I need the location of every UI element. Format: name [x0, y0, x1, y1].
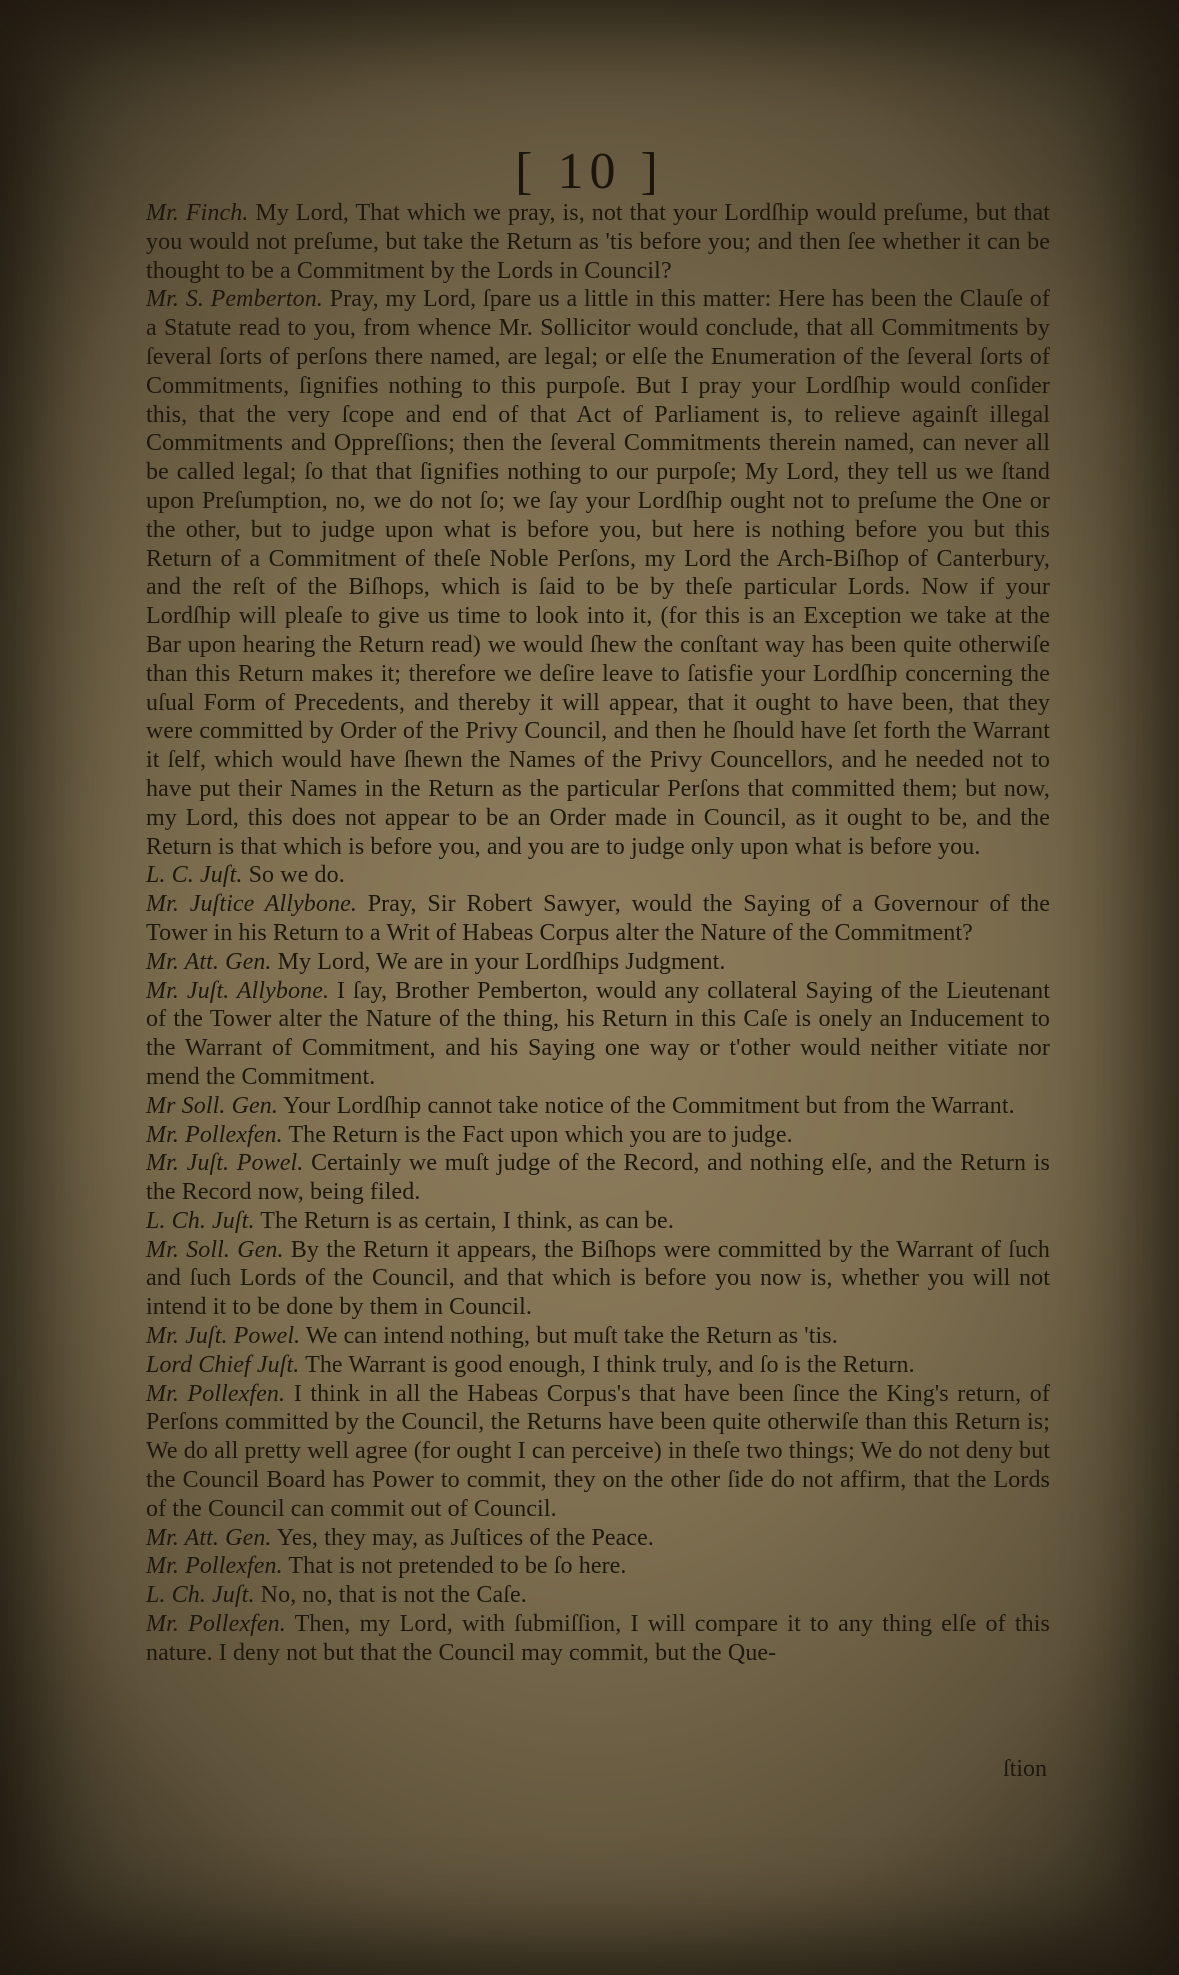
- speaker-name: Mr. Juſt. Allybone.: [146, 977, 330, 1004]
- paragraph: [146, 1581, 1050, 1610]
- paragraph: [146, 199, 1050, 285]
- paragraph: [146, 1610, 1050, 1668]
- speech-text: My Lord, That which we pray, is, not that your Lordſhip would preſume, but that you would not preſume, but take the Return as 'tis before you; and then ſee whether it can be thought to be a Commitment by the Lords in Council?: [146, 200, 1050, 284]
- speech-text: Yes, they may, as Juſtices of the Peace.: [276, 1524, 655, 1551]
- speech-text: No, no, that is not the Caſe.: [260, 1582, 527, 1609]
- paragraph: [146, 1149, 1050, 1207]
- paragraph: [146, 285, 1050, 861]
- speech-text: So we do.: [248, 862, 345, 889]
- body-text: [146, 199, 1050, 1668]
- speaker-name: Mr. Pollexfen.: [146, 1611, 286, 1638]
- page-number: [ 10 ]: [515, 143, 664, 200]
- paragraph: [146, 861, 1050, 890]
- paragraph: [146, 1380, 1050, 1524]
- speech-text: Certainly we muſt judge of the Record, and nothing elſe, and the Return is the Record now, being filed.: [146, 1150, 1050, 1206]
- speech-text: The Warrant is good enough, I think truly, and ſo is the Return.: [305, 1351, 915, 1378]
- speech-text: I ſay, Brother Pemberton, would any collateral Saying of the Lieutenant of the Tower alter the Nature of the thing, his Return in this Caſe is onely an Inducement to the Warrant of Commitment, and his Saying one way or t'other would neither vitiate nor mend the Commitment.: [146, 977, 1050, 1090]
- speaker-name: Mr. Pollexfen.: [146, 1380, 286, 1407]
- paragraph: [146, 1092, 1050, 1121]
- speech-text: That is not pretended to be ſo here.: [288, 1553, 627, 1580]
- speech-text: Then, my Lord, with ſubmiſſion, I will compare it to any thing elſe of this nature. I deny not but that the Council may commit, but the Que-: [146, 1611, 1050, 1666]
- speaker-name: Mr. Finch.: [146, 200, 249, 226]
- speech-text: The Return is the Fact upon which you are to judge.: [288, 1121, 793, 1148]
- speaker-name: Mr. S. Pemberton.: [146, 286, 323, 313]
- paragraph: [146, 977, 1050, 1092]
- paragraph: [146, 1351, 1050, 1380]
- speaker-name: Mr. Pollexfen.: [146, 1553, 283, 1580]
- paragraph: [146, 890, 1050, 948]
- speech-text: Pray, Sir Robert Sawyer, would the Saying of a Governour of the Tower in his Return to a Writ of Habeas Corpus alter the Nature of the Commitment?: [146, 891, 1050, 946]
- speaker-name: Mr. Juſt. Powel.: [146, 1150, 304, 1177]
- paragraph: [146, 1552, 1050, 1581]
- speaker-name: Mr. Att. Gen.: [146, 948, 272, 975]
- paragraph: [146, 948, 1050, 977]
- speech-text: By the Return it appears, the Biſhops were committed by the Warrant of ſuch and ſuch Lords of the Council, and that which is before you now is, whether you will not intend it to be done by them in Council.: [146, 1236, 1050, 1321]
- speaker-name: Mr. Juſt. Powel.: [146, 1323, 301, 1350]
- speaker-name: Lord Chief Juſt.: [146, 1351, 300, 1378]
- speaker-name: L. Ch. Juſt.: [146, 1207, 255, 1234]
- catchword: ſtion: [1002, 1756, 1047, 1782]
- speech-text: We can intend nothing, but muſt take the Return as 'tis.: [305, 1323, 838, 1350]
- paragraph: [146, 1524, 1050, 1553]
- speaker-name: L. C. Juſt.: [146, 862, 243, 889]
- speaker-name: Mr. Juſtice Allybone.: [146, 891, 357, 918]
- speech-text: Your Lordſhip cannot take notice of the Commitment but from the Warrant.: [283, 1092, 1015, 1119]
- speech-text: I think in all the Habeas Corpus's that have been ſince the King's return, of Perſons committed by the Council, the Returns have been quite otherwiſe than this Return is; We do all pretty well agree (for ought I can perceive) in theſe two things; We do not deny but the Council Board has Power to commit, they on the other ſide do not affirm, that the Lords of the Council can commit out of Council.: [146, 1380, 1050, 1522]
- speaker-name: Mr. Soll. Gen.: [146, 1236, 284, 1263]
- paragraph: [146, 1121, 1050, 1150]
- speaker-name: L. Ch. Juſt.: [146, 1582, 255, 1609]
- speaker-name: Mr. Pollexfen.: [146, 1121, 283, 1148]
- speech-text: The Return is as certain, I think, as can be.: [260, 1207, 674, 1234]
- speech-text: Pray, my Lord, ſpare us a little in this matter: Here has been the Clauſe of a Statute read to you, from whence Mr. Sollicitor would conclude, that all Commitments by ſeveral ſorts of perſons there named, are legal; or elſe the Enumeration of the ſeveral ſorts of Commitments, ſignifies nothing to this purpoſe. But I pray your Lordſhip would conſider this, that the very ſcope and end of that Act of Parliament is, to relieve againſt illegal Commitments and Oppreſſions; then the ſeveral Commitments therein named, can never all be called legal; ſo that that ſignifies nothing to our purpoſe; My Lord, they tell us we ſtand upon Preſumption, no, we do not ſo; we ſay your Lordſhip ought not to preſume the One or the other, but to judge upon what is before you, but here is nothing before you but this Return of a Commitment of theſe Noble Perſons, my Lord the Arch-Biſhop of Canterbury, and the reſt of the Biſhops, which is ſaid to be by theſe particular Lords. Now if your Lordſhip will pleaſe to give us time to look into it, (for this is an Exception we take at the Bar upon hearing the Return read) we would ſhew the conſtant way has been quite otherwiſe than this Return makes it; therefore we deſire leave to ſatisfie your Lordſhip concerning the uſual Form of Precedents, and thereby it will appear, that it ought to have been, that they were committed by Order of the Privy Council, and then he ſhould have ſet forth the Warrant it ſelf, which would have ſhewn the Names of the Privy Councellors, and he needed not to have put their Names in the Return as the particular Perſons that committed them; but now, my Lord, this does not appear to be an Order made in Council, as it ought to be, and the Return is that which is before you, and you are to judge only upon what is before you.: [146, 286, 1050, 860]
- paragraph: [146, 1322, 1050, 1351]
- paragraph: [146, 1236, 1050, 1322]
- speaker-name: Mr Soll. Gen.: [146, 1092, 278, 1119]
- paragraph: [146, 1207, 1050, 1236]
- speaker-name: Mr. Att. Gen.: [146, 1524, 272, 1551]
- speech-text: My Lord, We are in your Lordſhips Judgment.: [277, 948, 726, 975]
